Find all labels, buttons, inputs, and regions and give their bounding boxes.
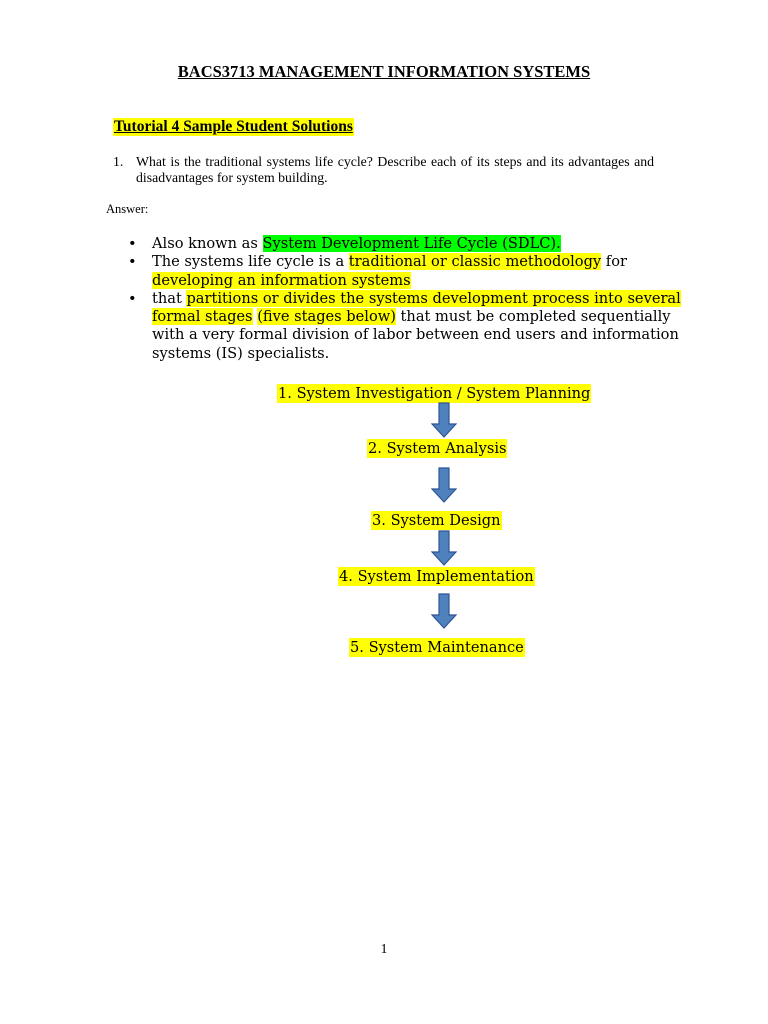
bullet-icon: • (128, 289, 137, 307)
down-arrow-icon (431, 530, 457, 566)
bullet-icon: • (128, 235, 137, 252)
down-arrow-icon (431, 467, 457, 503)
highlight-information-systems: developing an information systems (152, 271, 411, 289)
document-title: BACS3713 MANAGEMENT INFORMATION SYSTEMS (177, 62, 591, 81)
bullet-text: Also known as (152, 235, 263, 252)
bullet-item-sdlc (128, 235, 703, 253)
down-arrow-icon (431, 593, 457, 629)
question-text: What is the traditional systems life cycle? Describe each of its steps and its advantages and disadvantages for system building. (136, 154, 654, 185)
question-item (113, 154, 654, 185)
stage-1-investigation: 1. System Investigation / System Planning (278, 385, 591, 402)
bullet-text: that (152, 289, 187, 307)
stage-4-implementation: 4. System Implementation (339, 568, 534, 585)
bullet-icon: • (128, 253, 137, 271)
answer-label: Answer: (106, 202, 149, 216)
page-number: 1 (380, 942, 388, 957)
bullet-text: that must be completed sequentially with a very formal division of labor between end users and information systems (IS) specialists. (152, 308, 679, 362)
stage-5-maintenance: 5. System Maintenance (350, 639, 524, 656)
bullet-item-partitions (128, 290, 703, 363)
highlight-partitions: partitions or divides the systems development process into several formal stages (152, 289, 681, 326)
stage-3-design: 3. System Design (372, 512, 501, 529)
tutorial-heading: Tutorial 4 Sample Student Solutions (114, 118, 353, 135)
highlight-sdlc: System Development Life Cycle (SDLC). (262, 235, 561, 252)
question-number: 1. (113, 154, 124, 169)
bullet-text: The systems life cycle is a (152, 253, 349, 271)
bullet-text: for (601, 253, 627, 271)
bullet-item-methodology (128, 253, 703, 290)
down-arrow-icon (431, 402, 457, 438)
highlight-five-stages: (five stages below) (257, 308, 396, 326)
highlight-methodology: traditional or classic methodology (348, 253, 602, 271)
stage-2-analysis: 2. System Analysis (368, 440, 507, 457)
answer-bullet-list (128, 235, 703, 363)
